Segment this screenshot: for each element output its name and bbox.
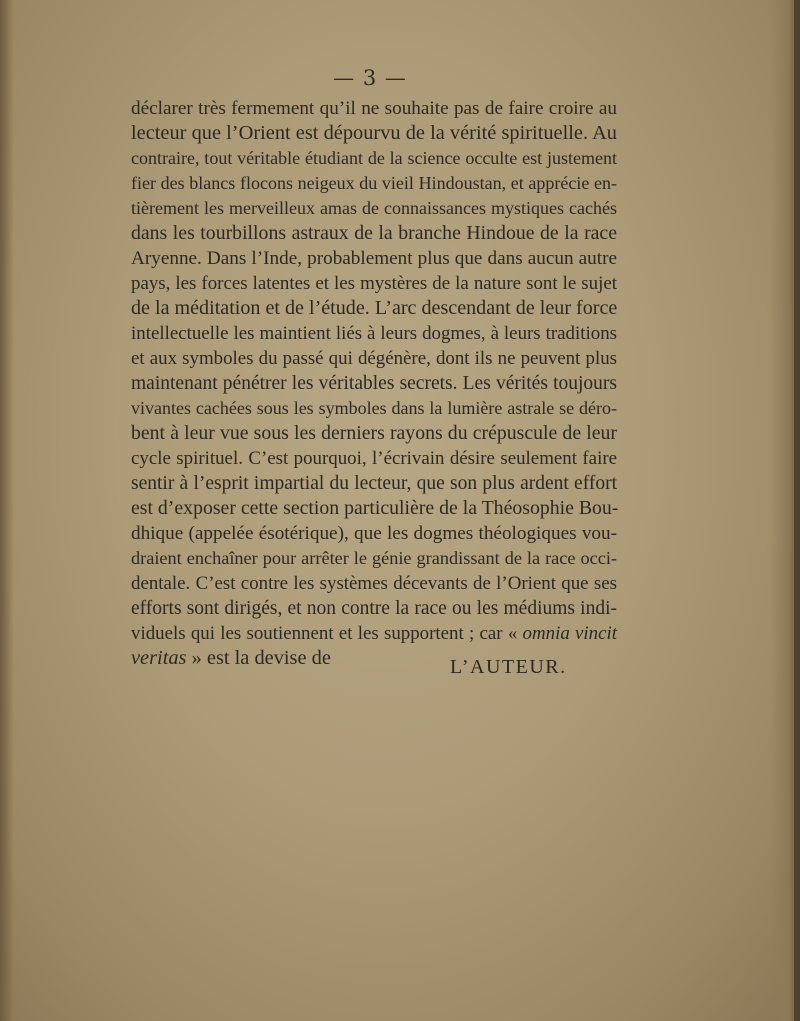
binding-strip (794, 0, 800, 1021)
text-line: et aux symboles du passé qui dégénère, dont ils ne peuvent plus (131, 348, 617, 369)
text-line: pays, les forces latentes et les mystères de la nature sont le sujet (131, 273, 617, 294)
text-line: déclarer très fermement qu’il ne souhaite pas de faire croire au (131, 98, 617, 119)
text-line: Aryenne. Dans l’Inde, probablement plus que dans aucun autre (131, 248, 617, 269)
body-paragraph (131, 96, 617, 671)
text-line: efforts sont dirigés, et non contre la race ou les médiums indi- (131, 598, 617, 619)
text-line: lecteur que l’Orient est dépourvu de la vérité spirituelle. Au (131, 122, 617, 144)
text-line: cycle spirituel. C’est pourquoi, l’écrivain désire seulement faire (131, 448, 617, 469)
text-line: vivantes cachées sous les symboles dans la lumière astrale se déro- (131, 398, 617, 418)
page-number: — 3 — (333, 66, 407, 90)
text-line: intellectuelle les maintient liés à leurs dogmes, à leurs traditions (131, 323, 617, 344)
text-line: dans les tourbillons astraux de la branche Hindoue de la race (131, 222, 617, 244)
text-line: maintenant pénétrer les véritables secrets. Les vérités toujours (131, 373, 617, 394)
text-line: de la méditation et de l’étude. L’arc descendant de leur force (131, 297, 618, 319)
page-edge-left (0, 0, 14, 1021)
text-line: fier des blancs flocons neigeux du vieil Hindoustan, et apprécie en- (131, 173, 617, 193)
text-line: draient enchaîner pour arrêter le génie grandissant de la race occi- (131, 548, 617, 568)
text-line: contraire, tout véritable étudiant de la science occulte est justement (131, 148, 617, 168)
text-line: bent à leur vue sous les derniers rayons du crépuscule de leur (131, 422, 617, 444)
text-line: tièrement les merveilleux amas de connaissances mystiques cachés (131, 198, 617, 218)
text-line: dhique (appelée ésotérique), que les dogmes théologiques vou- (131, 523, 617, 544)
text-line: viduels qui les soutiennent et les supportent ; car « omnia vincit (131, 623, 617, 644)
text-line: sentir à l’esprit impartial du lecteur, que son plus ardent effort (131, 473, 617, 494)
text-line: dentale. C’est contre les systèmes décevants de l’Orient que ses (131, 573, 617, 594)
text-line: est d’exposer cette section particulière de la Théosophie Bou- (131, 497, 619, 519)
latin-motto: veritas (131, 647, 187, 669)
text-line: veritas » est la devise de (131, 647, 331, 669)
author-signature: L’AUTEUR. (450, 656, 567, 678)
latin-motto: omnia vincit (522, 623, 617, 644)
